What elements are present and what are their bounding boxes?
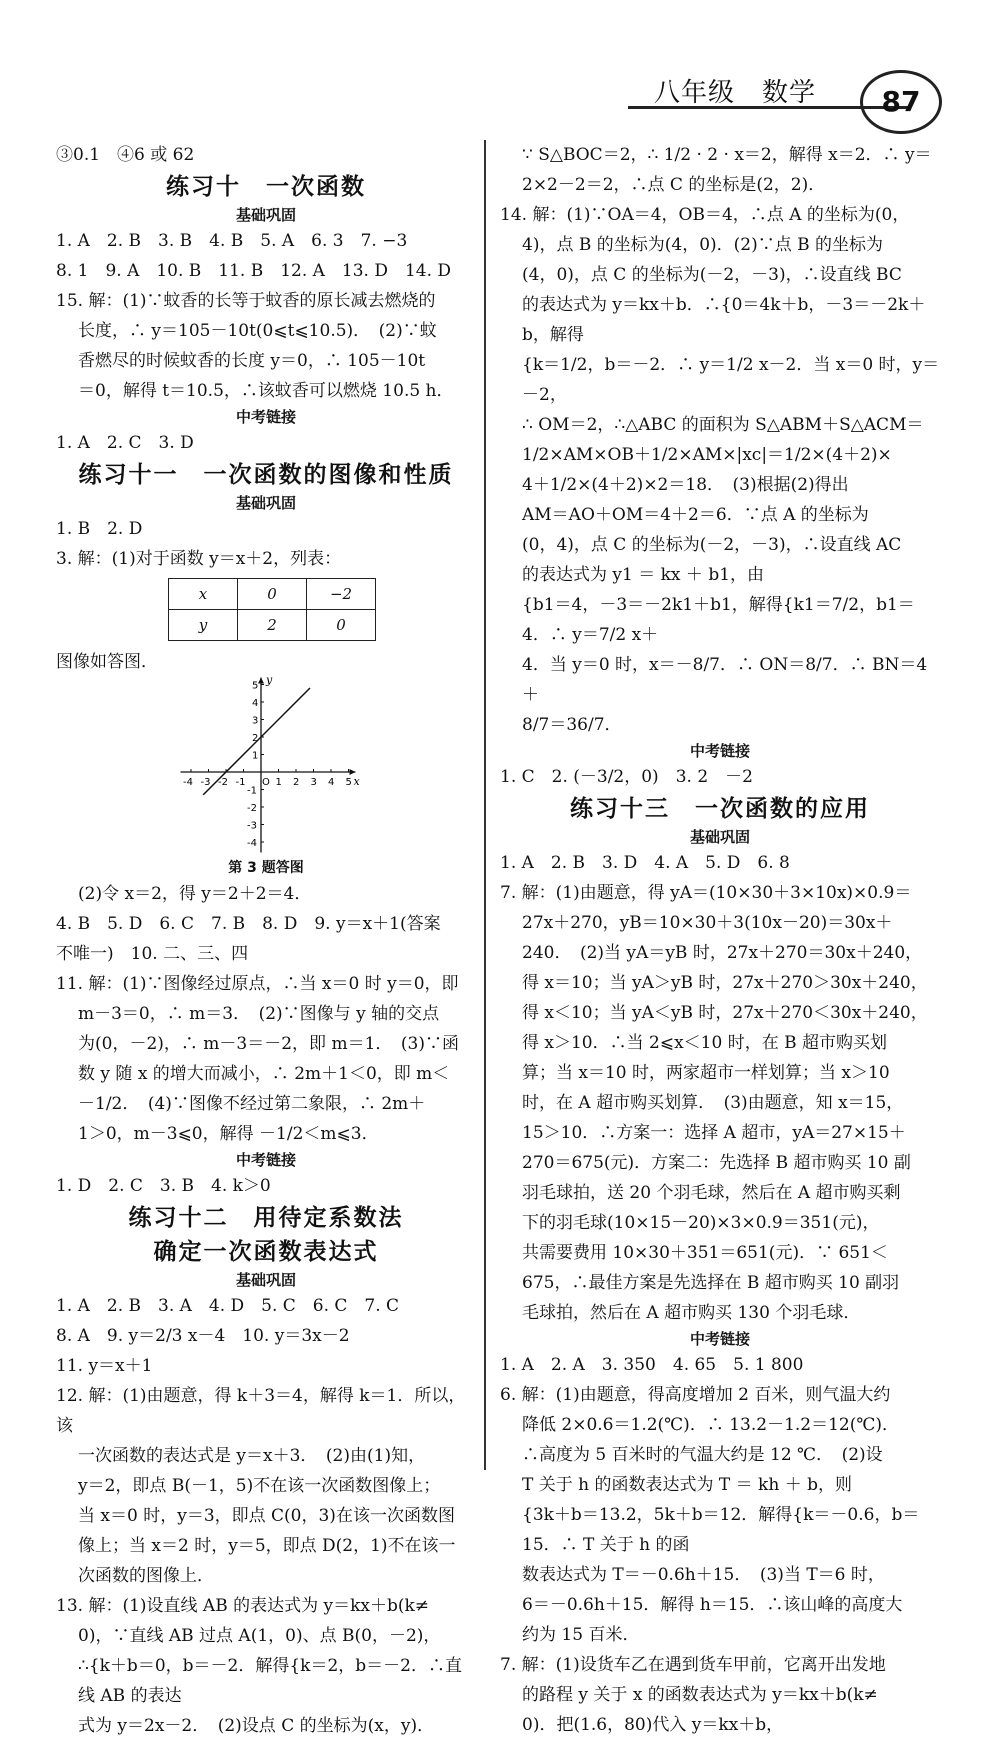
y-tick-label: -1 xyxy=(247,785,257,797)
solution-line: 算；当 x＝10 时，两家超市一样划算；当 x＞10 xyxy=(522,1063,890,1083)
solution-line: 13. 解：(1)设直线 AB 的表达式为 y＝kx＋b(k≠ xyxy=(56,1596,430,1616)
solution-line: 0)，∵直线 AB 过点 A(1，0)、点 B(0，－2)， xyxy=(78,1626,441,1646)
answer-line: 11. y＝x＋1 xyxy=(56,1356,153,1376)
solution-line: 时，在 A 超市购买划算． (3)由题意，知 x＝15， xyxy=(522,1093,904,1113)
table-row xyxy=(169,579,376,610)
solution-line: 7. 解：(1)设货车乙在遇到货车甲前，它离开出发地 xyxy=(500,1655,886,1675)
solution-line: ∵ S△BOC＝2，∴ 1/2 · 2 · x＝2，解得 x＝2．∴ y＝ xyxy=(522,145,932,165)
solution-line: 数表达式为 T＝－0.6h＋15． (3)当 T＝6 时， xyxy=(522,1565,885,1585)
page-number: 87 xyxy=(860,70,942,134)
solution-line: ∴高度为 5 百米时的气温大约是 12 ℃． (2)设 xyxy=(522,1445,883,1465)
solution-line: 1＞0，m－3⩽0，解得 －1/2＜m⩽3． xyxy=(78,1124,379,1144)
solution-line: 像上；当 x＝2 时，y＝5，即点 D(2，1)不在该一 xyxy=(78,1536,456,1556)
y-axis-arrow xyxy=(258,678,264,684)
answer-line: 1. D 2. C 3. B 4. k＞0 xyxy=(56,1176,271,1196)
table-cell: 0 xyxy=(238,579,307,610)
solution-line: 8/7＝36/7． xyxy=(522,715,622,735)
solution-line: 一次函数的表达式是 y＝x＋3． (2)由(1)知， xyxy=(78,1446,426,1466)
x-tick-label: -3 xyxy=(200,777,211,788)
solution-line: m－3＝0，∴ m＝3． (2)∵图像与 y 轴的交点 xyxy=(78,1004,440,1024)
solution-line: 1/2×AM×OB＋1/2×AM×|xc|＝1/2×(4＋2)× xyxy=(522,445,892,465)
table-cell: −2 xyxy=(307,579,376,610)
solution-line: 共需要费用 10×30＋351＝651(元)．∵ 651＜ xyxy=(522,1243,888,1263)
solution-line: (4，0)，点 C 的坐标为(－2，－3)，∴设直线 BC xyxy=(522,265,902,285)
solution-line: 当 x＝0 时，y＝3，即点 C(0，3)在该一次函数图 xyxy=(78,1506,455,1526)
section-title: 练习十三 一次函数的应用 xyxy=(570,796,870,822)
y-tick-label: -4 xyxy=(247,838,257,849)
solution-line: 羽毛球拍，送 20 个羽毛球，然后在 A 超市购买剩 xyxy=(522,1183,901,1203)
solution-line: 的表达式为 y＝kx＋b．∴{0＝4k＋b，－3＝－2k＋b，解得 xyxy=(522,295,926,345)
subsection-title: 基础巩固 xyxy=(235,1271,296,1289)
table-cell: 0 xyxy=(307,610,376,641)
solution-line: 270＝675(元)．方案二：先选择 B 超市购买 10 副 xyxy=(522,1153,911,1173)
solution-line: AM＝AO＋OM＝4＋2＝6．∵点 A 的坐标为 xyxy=(522,505,869,525)
solution-line: {b1＝4，－3＝－2k1＋b1，解得{k1＝7/2，b1＝4．∴ y＝7/2 x＋ xyxy=(522,595,915,645)
solution-line: 0)．把(1.6，80)代入 y＝kx＋b， xyxy=(522,1715,784,1735)
right-column xyxy=(500,140,940,1740)
table-cell: x xyxy=(169,579,238,610)
solution-line: {k＝1/2，b＝－2．∴ y＝1/2 x－2．当 x＝0 时，y＝－2， xyxy=(522,355,940,405)
x-tick-label: 5 xyxy=(345,777,352,788)
solution-line: 6. 解：(1)由题意，得高度增加 2 百米，则气温大约 xyxy=(500,1385,891,1405)
solution-line: 香燃尽的时候蚊香的长度 y＝0，∴ 105－10t xyxy=(78,351,426,371)
solution-line: 约为 15 百米． xyxy=(522,1625,640,1645)
solution-line: ∴ OM＝2，∴△ABC 的面积为 S△ABM＋S△ACM＝ xyxy=(522,415,924,435)
answer-line: 1. A 2. A 3. 350 4. 65 5. 1 800 xyxy=(500,1355,804,1375)
solution-line: 4)，点 B 的坐标为(4，0)．(2)∵点 B 的坐标为 xyxy=(522,235,884,255)
solution-line: ＝0，解得 t＝10.5，∴该蚊香可以燃烧 10.5 h． xyxy=(78,381,454,401)
x-tick-label: 3 xyxy=(310,777,317,788)
x-axis-label: x xyxy=(353,775,360,788)
solution-line: 14. 解：(1)∵OA＝4，OB＝4，∴点 A 的坐标为(0， xyxy=(500,205,910,225)
y-tick-label: -3 xyxy=(247,820,257,832)
y-tick-label: 5 xyxy=(252,680,259,692)
solution-line: 降低 2×0.6＝1.2(℃)．∴ 13.2－1.2＝12(℃)． xyxy=(522,1415,900,1435)
answer-line: 8. 1 9. A 10. B 11. B 12. A 13. D 14. D xyxy=(56,261,452,281)
solution-line: 3. 解：(1)对于函数 y＝x＋2，列表： xyxy=(56,549,342,569)
solution-line: 15. 解：(1)∵蚊香的长等于蚊香的原长减去燃烧的 xyxy=(56,291,436,311)
subsection-title: 中考链接 xyxy=(689,1330,750,1348)
x-tick-label: O xyxy=(262,777,270,788)
solution-line: 长度，∴ y＝105－10t(0⩽t⩽10.5)． (2)∵蚊 xyxy=(78,321,437,341)
solution-line: T 关于 h 的函数表达式为 T ＝ kh ＋ b，则 xyxy=(522,1475,852,1495)
solution-line: 毛球拍，然后在 A 超市购买 130 个羽毛球． xyxy=(522,1303,861,1323)
subsection-title: 基础巩固 xyxy=(235,494,296,512)
table-cell: y xyxy=(169,610,238,641)
solution-line: 得 x＜10；当 yA＜yB 时，27x＋270＜30x＋240， xyxy=(522,1003,928,1023)
solution-line: 得 x＞10．∴当 2⩽x＜10 时，在 B 超市购买划 xyxy=(522,1033,888,1053)
graph-caption: 第 3 题答图 xyxy=(228,860,304,876)
section-title: 确定一次函数表达式 xyxy=(153,1239,379,1265)
answer-line: 不唯一) 10. 二、三、四 xyxy=(56,944,249,964)
column-divider xyxy=(484,140,486,1470)
solution-line: －1/2． (4)∵图像不经过第二象限，∴ 2m＋ xyxy=(78,1094,426,1114)
solution-line: (2)令 x＝2，得 y＝2＋2＝4． xyxy=(78,884,312,904)
y-tick-label: 3 xyxy=(252,715,259,727)
value-table xyxy=(168,578,376,641)
solution-line: 次函数的图像上． xyxy=(78,1566,214,1586)
subsection-title: 中考链接 xyxy=(235,408,296,426)
y-axis-label: y xyxy=(266,677,273,687)
y-tick-label: 2 xyxy=(252,733,259,744)
x-tick-label: 2 xyxy=(293,777,300,788)
solution-line: ∴{k＋b＝0，b＝－2．解得{k＝2，b＝－2．∴直线 AB 的表达 xyxy=(78,1656,462,1706)
solution-line: 240． (2)当 yA＝yB 时，27x＋270＝30x＋240， xyxy=(522,943,923,963)
section-title: 练习十二 用待定系数法 xyxy=(128,1205,404,1231)
solution-line: 式为 y＝2x－2． (2)设点 C 的坐标为(x，y)． xyxy=(78,1716,435,1736)
x-tick-label: -2 xyxy=(218,777,228,788)
table-cell: 2 xyxy=(238,610,307,641)
solution-line: 的表达式为 y1 ＝ kx ＋ b1，由 xyxy=(522,565,765,585)
solution-line: {3k＋b＝13.2，5k＋b＝12．解得{k＝－0.6，b＝15．∴ T 关于 h 的函 xyxy=(522,1505,920,1555)
solution-line: 7. 解：(1)由题意，得 yA＝(10×30＋3×10x)×0.9＝ xyxy=(500,883,912,903)
solution-line: y＝2，即点 B(－1，5)不在该一次函数图像上； xyxy=(78,1476,441,1496)
section-title: 练习十一 一次函数的图像和性质 xyxy=(78,462,454,488)
solution-line: 11. 解：(1)∵图像经过原点，∴当 x＝0 时 y＝0，即 xyxy=(56,974,459,994)
solution-line: 15＞10．∴方案一：选择 A 超市，yA＝27×15＋ xyxy=(522,1123,906,1143)
answer-line: 1. C 2. (－3/2，0) 3. 2 －2 xyxy=(500,767,753,787)
subsection-title: 中考链接 xyxy=(235,1151,296,1169)
section-title: 练习十 一次函数 xyxy=(166,174,366,200)
page-header xyxy=(628,72,968,142)
subsection-title: 基础巩固 xyxy=(689,828,750,846)
graph-svg xyxy=(166,677,386,857)
solution-line: (0，4)，点 C 的坐标为(－2，－3)，∴设直线 AC xyxy=(522,535,902,555)
solution-line: 下的羽毛球(10×15－20)×3×0.9＝351(元)， xyxy=(522,1213,880,1233)
solution-line: 6＝－0.6h＋15．解得 h＝15．∴该山峰的高度大 xyxy=(522,1595,903,1615)
answer-line: 1. A 2. B 3. B 4. B 5. A 6. 3 7. −3 xyxy=(56,231,408,251)
x-tick-label: 4 xyxy=(328,777,335,788)
y-tick-label: 4 xyxy=(252,698,259,709)
y-tick-label: 1 xyxy=(252,750,259,762)
answer-line: 4. B 5. D 6. C 7. B 8. D 9. y＝x＋1(答案 xyxy=(56,914,441,934)
answer-line: 1. A 2. B 3. A 4. D 5. C 6. C 7. C xyxy=(56,1296,400,1316)
solution-line: 的路程 y 关于 x 的函数表达式为 y＝kx＋b(k≠ xyxy=(522,1685,878,1705)
solution-line: 4．当 y＝0 时，x＝－8/7．∴ ON＝8/7．∴ BN＝4＋ xyxy=(522,655,928,705)
y-tick-label: -2 xyxy=(247,803,257,814)
solution-line: 2×2－2＝2，∴点 C 的坐标是(2，2)． xyxy=(522,175,826,195)
subsection-title: 中考链接 xyxy=(689,742,750,760)
solution-line: 4＋1/2×(4＋2)×2＝18． (3)根据(2)得出 xyxy=(522,475,849,495)
answer-line: 1. A 2. C 3. D xyxy=(56,433,194,453)
solution-line: 数 y 随 x 的增大而减小，∴ 2m＋1＜0，即 m＜ xyxy=(78,1064,450,1084)
x-tick-label: -1 xyxy=(235,777,246,788)
subsection-title: 基础巩固 xyxy=(235,206,296,224)
answer-line: 1. A 2. B 3. D 4. A 5. D 6. 8 xyxy=(500,853,790,873)
solution-line: 12. 解：(1)由题意，得 k＋3＝4，解得 k＝1．所以，该 xyxy=(56,1386,466,1436)
x-tick-label: 1 xyxy=(275,777,282,788)
x-tick-label: -4 xyxy=(183,777,193,788)
grade-subject: 八年级 数学 xyxy=(654,78,817,108)
solution-line: 为(0，－2)，∴ m－3＝－2，即 m＝1． (3)∵函 xyxy=(78,1034,459,1054)
solution-line: 得 x＝10；当 yA＞yB 时，27x＋270＞30x＋240， xyxy=(522,973,928,993)
table-row xyxy=(169,610,376,641)
answer-line: 8. A 9. y＝2/3 x－4 10. y＝3x－2 xyxy=(56,1326,350,1346)
text-line: 图像如答图． xyxy=(56,652,158,672)
function-graph xyxy=(166,677,386,857)
text-line: ③0.1 ④6 或 62 xyxy=(56,145,195,165)
solution-line: 675，∴最佳方案是先选择在 B 超市购买 10 副羽 xyxy=(522,1273,900,1293)
left-column xyxy=(56,140,476,1741)
answer-line: 1. B 2. D xyxy=(56,519,143,539)
solution-line: 27x＋270，yB＝10×30＋3(10x－20)＝30x＋ xyxy=(522,913,893,933)
